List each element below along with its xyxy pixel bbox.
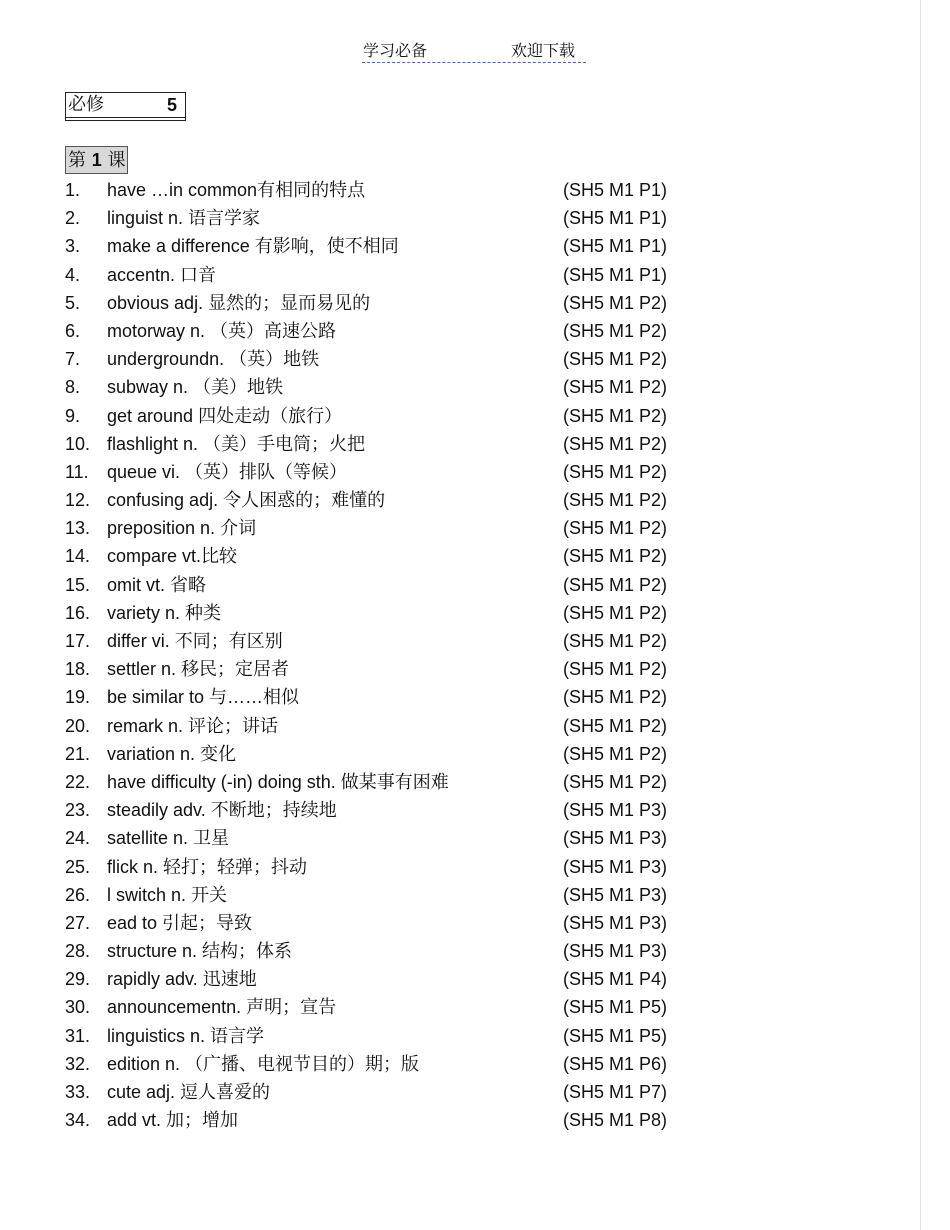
entry-reference: (SH5 M1 P1): [563, 236, 668, 257]
entry-reference: (SH5 M1 P1): [563, 264, 668, 285]
entry-number: 12.: [65, 490, 91, 511]
vocab-entry: [65, 1022, 705, 1050]
entry-reference: (SH5 M1 P6): [563, 1053, 668, 1074]
entry-reference: (SH5 M1 P3): [563, 941, 668, 962]
entry-number: 31.: [65, 1025, 91, 1046]
vocab-entry: [65, 289, 705, 317]
entry-term: steadily adv. 不断地；持续地: [107, 800, 337, 821]
entry-number: 21.: [65, 743, 91, 764]
entry-reference: (SH5 M1 P2): [563, 490, 668, 511]
entry-reference: (SH5 M1 P2): [563, 715, 668, 736]
entry-number: 29.: [65, 969, 91, 990]
entry-reference: (SH5 M1 P2): [563, 292, 668, 313]
vocab-entry: [65, 261, 705, 289]
entry-term: accentn. 口音: [107, 264, 217, 285]
entry-term: cute adj. 逗人喜爱的: [107, 1082, 271, 1102]
entry-reference: (SH5 M1 P2): [563, 405, 668, 426]
entry-reference: (SH5 M1 P4): [563, 969, 668, 990]
vocab-entry: [65, 486, 705, 514]
entry-term: make a difference 有影响，使不相同: [107, 236, 399, 257]
entry-term: differ vi. 不同；有区别: [107, 631, 283, 651]
header-right-text: 欢迎下载: [511, 41, 576, 60]
entry-number: 5.: [65, 292, 81, 313]
vocab-entry: [65, 430, 705, 458]
entry-term: rapidly adv. 迅速地: [107, 969, 257, 990]
entry-number: 2.: [65, 208, 81, 229]
entry-term: settler n. 移民；定居者: [107, 659, 290, 680]
entry-term: ead to 引起；导致: [107, 912, 253, 933]
entry-reference: (SH5 M1 P2): [563, 771, 668, 792]
entry-term: flick n. 轻打；轻弹；抖动: [107, 856, 308, 877]
entry-reference: (SH5 M1 P2): [563, 433, 668, 454]
vocab-entry: [65, 627, 705, 655]
vocab-entry: [65, 993, 705, 1021]
entry-number: 18.: [65, 659, 91, 680]
entry-number: 34.: [65, 1110, 91, 1131]
page-header: [362, 40, 586, 63]
entry-number: 30.: [65, 997, 91, 1018]
vocab-entry: [65, 853, 705, 881]
entry-term: motorway n. （英）高速公路: [107, 320, 337, 341]
entry-reference: (SH5 M1 P2): [563, 518, 668, 539]
entry-number: 33.: [65, 1082, 91, 1102]
entry-reference: (SH5 M1 P3): [563, 884, 668, 905]
entry-reference: (SH5 M1 P7): [563, 1082, 668, 1102]
entry-number: 23.: [65, 800, 91, 821]
entry-reference: (SH5 M1 P8): [563, 1110, 668, 1131]
vocab-entry: [65, 317, 705, 345]
entry-reference: (SH5 M1 P2): [563, 461, 668, 482]
entry-term: add vt. 加；增加: [107, 1110, 239, 1131]
vocab-entry: [65, 712, 705, 740]
entry-number: 3.: [65, 236, 81, 257]
entry-term: l switch n. 开关: [107, 884, 228, 905]
entry-number: 32.: [65, 1053, 91, 1074]
entry-reference: (SH5 M1 P5): [563, 997, 668, 1018]
vocab-entry: [65, 599, 705, 627]
vocab-entry: [65, 937, 705, 965]
entry-term: have difficulty (-in) doing sth. 做某事有困难: [107, 771, 449, 792]
entry-number: 1.: [65, 180, 81, 200]
entry-number: 13.: [65, 518, 91, 539]
entry-term: announcementn. 声明；宣告: [107, 997, 337, 1018]
entry-number: 15.: [65, 574, 91, 595]
entry-term: edition n. （广播、电视节目的）期；版: [107, 1053, 420, 1074]
entry-reference: (SH5 M1 P5): [563, 1025, 668, 1046]
entry-number: 20.: [65, 715, 91, 736]
lesson-suffix: 课: [107, 150, 126, 171]
vocab-entry: [65, 373, 705, 401]
vocab-entry: [65, 176, 705, 204]
entry-reference: (SH5 M1 P3): [563, 912, 668, 933]
vocab-entry: [65, 204, 705, 232]
entry-term: linguist n. 语言学家: [107, 208, 261, 229]
entry-number: 14.: [65, 546, 91, 567]
entry-number: 10.: [65, 433, 91, 454]
entry-number: 24.: [65, 828, 91, 849]
entry-term: have …in common有相同的特点: [107, 180, 366, 200]
vocab-entry: [65, 402, 705, 430]
vocab-entry: [65, 824, 705, 852]
vocab-entry: [65, 458, 705, 486]
lesson-prefix: 第: [68, 150, 86, 171]
lesson-number: 1: [91, 150, 102, 170]
vocab-entry: [65, 796, 705, 824]
entry-term: variety n. 种类: [107, 602, 222, 623]
vocab-entry: [65, 740, 705, 768]
entry-reference: (SH5 M1 P2): [563, 574, 668, 595]
vocab-entry: [65, 345, 705, 373]
entry-reference: (SH5 M1 P1): [563, 180, 668, 200]
entry-number: 8.: [65, 377, 81, 398]
vocabulary-list: [65, 176, 705, 1134]
vocab-entry: [65, 909, 705, 937]
entry-reference: (SH5 M1 P2): [563, 377, 668, 398]
entry-reference: (SH5 M1 P2): [563, 687, 668, 708]
header-left-text: 学习必备: [363, 41, 428, 60]
entry-term: undergroundn. （英）地铁: [107, 349, 320, 370]
entry-number: 4.: [65, 264, 81, 285]
vocab-entry: [65, 965, 705, 993]
vocab-entry: [65, 655, 705, 683]
entry-number: 25.: [65, 856, 91, 877]
entry-term: preposition n. 介词: [107, 518, 257, 539]
vocab-entry: [65, 542, 705, 570]
entry-reference: (SH5 M1 P2): [563, 631, 668, 651]
vocab-entry: [65, 683, 705, 711]
vocab-entry: [65, 1106, 705, 1134]
entry-number: 17.: [65, 631, 91, 651]
entry-reference: (SH5 M1 P2): [563, 546, 668, 567]
entry-number: 11.: [65, 461, 89, 482]
entry-term: variation n. 变化: [107, 743, 237, 764]
vocab-entry: [65, 881, 705, 909]
entry-term: be similar to 与……相似: [107, 687, 300, 708]
book-title-box: [65, 92, 186, 118]
entry-term: flashlight n. （美）手电筒；火把: [107, 433, 366, 454]
vocab-entry: [65, 1078, 705, 1106]
entry-reference: (SH5 M1 P3): [563, 800, 668, 821]
vocab-entry: [65, 571, 705, 599]
book-number: 5: [166, 95, 177, 115]
entry-number: 16.: [65, 602, 91, 623]
entry-number: 19.: [65, 687, 91, 708]
entry-term: remark n. 评论；讲话: [107, 715, 279, 736]
vocab-entry: [65, 514, 705, 542]
entry-number: 22.: [65, 771, 91, 792]
entry-term: obvious adj. 显然的；显而易见的: [107, 292, 371, 313]
entry-term: structure n. 结构；体系: [107, 941, 293, 962]
vocab-entry: [65, 1050, 705, 1078]
entry-reference: (SH5 M1 P2): [563, 349, 668, 370]
entry-term: compare vt.比较: [107, 546, 238, 567]
entry-number: 26.: [65, 884, 91, 905]
entry-term: get around 四处走动（旅行）: [107, 405, 343, 426]
vocab-entry: [65, 232, 705, 260]
entry-reference: (SH5 M1 P2): [563, 743, 668, 764]
entry-reference: (SH5 M1 P3): [563, 828, 668, 849]
lesson-heading: [65, 146, 128, 174]
book-label: 必修: [68, 94, 104, 115]
entry-reference: (SH5 M1 P3): [563, 856, 668, 877]
vocab-entry: [65, 768, 705, 796]
entry-reference: (SH5 M1 P2): [563, 320, 668, 341]
entry-number: 28.: [65, 941, 91, 962]
entry-reference: (SH5 M1 P2): [563, 602, 668, 623]
entry-number: 27.: [65, 912, 91, 933]
page-edge-divider: [920, 0, 921, 1230]
entry-number: 7.: [65, 349, 81, 370]
entry-term: linguistics n. 语言学: [107, 1025, 265, 1046]
entry-term: satellite n. 卫星: [107, 828, 230, 849]
entry-number: 6.: [65, 320, 81, 341]
entry-reference: (SH5 M1 P1): [563, 208, 668, 229]
entry-number: 9.: [65, 405, 81, 426]
entry-term: confusing adj. 令人困惑的；难懂的: [107, 490, 386, 511]
entry-term: queue vi. （英）排队（等候）: [107, 461, 348, 482]
entry-term: subway n. （美）地铁: [107, 377, 284, 398]
entry-reference: (SH5 M1 P2): [563, 659, 668, 680]
entry-term: omit vt. 省略: [107, 574, 207, 595]
